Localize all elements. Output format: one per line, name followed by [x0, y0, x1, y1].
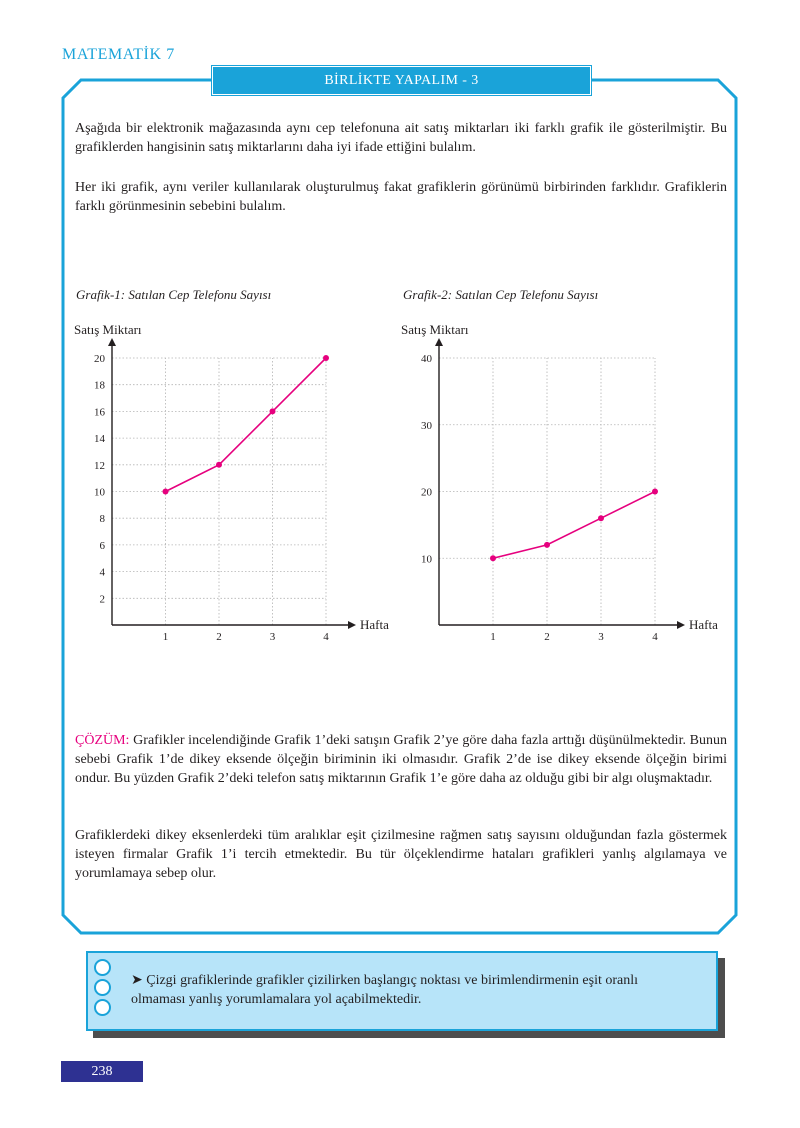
- ring-icon: [94, 959, 111, 976]
- x-tick-label: 2: [216, 631, 222, 643]
- data-point: [544, 542, 550, 548]
- x-tick-label: 2: [544, 631, 550, 643]
- x-tick-label: 1: [490, 631, 496, 643]
- y-axis-label: Satış Miktarı: [401, 322, 469, 337]
- y-tick-label: 6: [99, 539, 105, 552]
- subject-title: MATEMATİK 7: [62, 46, 175, 63]
- x-axis-label: Hafta: [360, 617, 389, 632]
- y-tick-label: 2: [99, 593, 105, 606]
- y-tick-label: 20: [421, 486, 432, 499]
- solution-paragraph-1: [75, 731, 727, 788]
- y-tick-label: 14: [94, 433, 105, 446]
- data-point: [490, 555, 496, 561]
- y-tick-label: 30: [421, 419, 432, 432]
- intro-paragraph-1: Aşağıda bir elektronik mağazasında aynı cep telefonuna ait satış miktarları iki farklı grafik ile gösterilmiştir. Bu grafiklerden hangisinin satış miktarlarını daha iyi ifade ettiğini bulalım.: [75, 121, 727, 155]
- solution-label: ÇÖZÜM:: [75, 733, 130, 748]
- series-line: [493, 492, 655, 559]
- ring-icon: [94, 999, 111, 1016]
- intro-paragraph-2: Her iki grafik, aynı veriler kullanılarak oluşturulmuş fakat grafiklerin görünümü birbirinden farklıdır. Grafiklerin farklı görünmesinin sebebini bulalım.: [75, 180, 727, 214]
- data-point: [598, 515, 604, 521]
- y-tick-label: 18: [94, 379, 105, 392]
- y-axis-label: Satış Miktarı: [74, 322, 142, 337]
- x-tick-label: 4: [652, 631, 658, 643]
- x-tick-label: 3: [598, 631, 604, 643]
- x-axis-label: Hafta: [689, 617, 718, 632]
- y-tick-label: 10: [94, 486, 105, 499]
- note-text: [131, 971, 691, 1009]
- data-point: [652, 489, 658, 495]
- x-axis-arrow-icon: [677, 621, 685, 629]
- y-tick-label: 16: [94, 406, 105, 419]
- chart1-title: Grafik-1: Satılan Cep Telefonu Sayısı: [76, 287, 272, 302]
- note-body: Çizgi grafiklerinde grafikler çizilirken başlangıç noktası ve birimlendirmenin eşit oranlı olmaması yanlış yorumlamalara yol açabilmektedir.: [131, 973, 639, 1007]
- y-tick-label: 20: [94, 353, 105, 365]
- chart2-title: Grafik-2: Satılan Cep Telefonu Sayısı: [403, 287, 599, 302]
- page-number: 238: [61, 1061, 143, 1082]
- ring-icon: [94, 979, 111, 996]
- y-tick-label: 8: [99, 513, 105, 526]
- solution-paragraph-2: Grafiklerdeki dikey eksenlerdeki tüm aralıklar eşit çizilmesine rağmen satış sayısını olduğundan fazla göstermek isteyen firmalar Grafik 1’i tercih etmektedir. Bu tür ölçeklendirme hataları grafikleri yanlış algılamaya ve yorumlamaya sebep olur.: [75, 828, 727, 881]
- x-tick-label: 4: [323, 631, 329, 643]
- y-tick-label: 40: [421, 353, 432, 365]
- x-tick-label: 3: [269, 631, 276, 643]
- y-tick-label: 10: [421, 553, 432, 566]
- solution-text: Grafikler incelendiğinde Grafik 1’deki satışın Grafik 2’ye göre daha fazla arttığı düşünülmektedir. Bunun sebebi Grafik 1’de dikey eksende ölçeğin biriminin iki olmasıdır. Grafik 2’de ise dikey eksende ölçeğin birimi ondur. Bu yüzden Grafik 2’deki telefon satış miktarının Grafik 1’e göre daha az olduğu gibi bir algı oluşmaktadır.: [75, 733, 728, 786]
- y-axis-arrow-icon: [435, 338, 443, 346]
- section-banner: BİRLİKTE YAPALIM - 3: [212, 66, 591, 95]
- y-tick-label: 12: [94, 459, 105, 472]
- x-tick-label: 1: [162, 631, 169, 643]
- y-tick-label: 4: [99, 566, 105, 579]
- arrow-bullet-icon: ➤: [131, 973, 143, 988]
